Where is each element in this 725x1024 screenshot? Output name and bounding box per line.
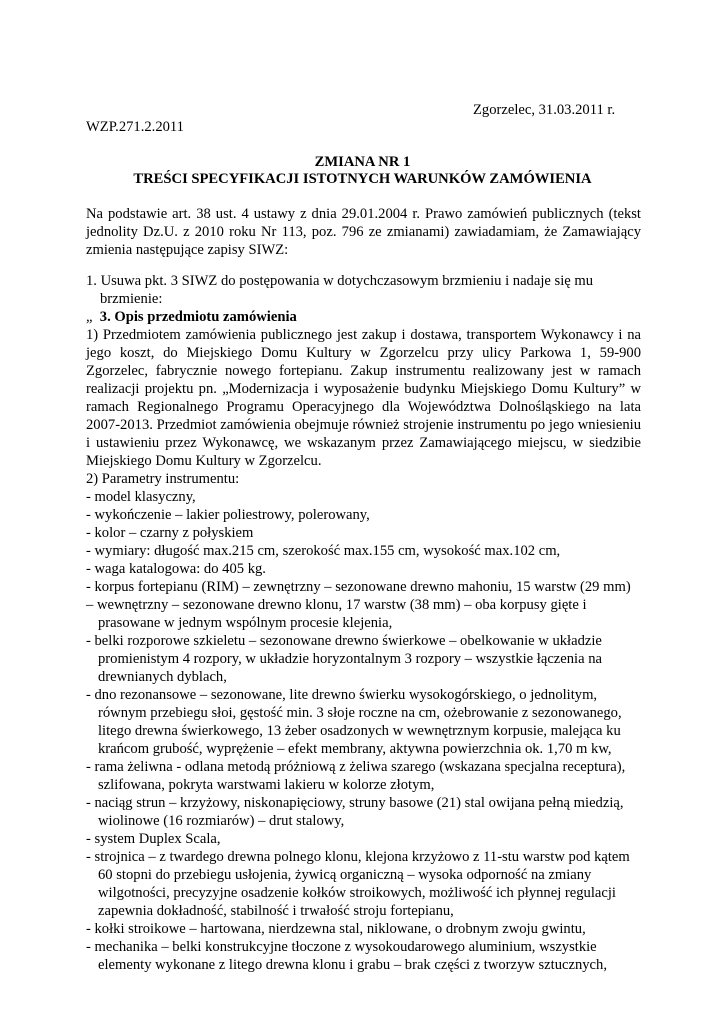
intro-paragraph <box>86 205 641 259</box>
inner-case-line-1: – wewnętrzny – sezonowane drewno klonu, 17 warstw (38 mm) – oba korpusy gięte i <box>86 597 587 613</box>
section-heading <box>86 308 641 326</box>
tuning-pins-line: - kołki stroikowe – hartowana, nierdzewna stal, niklowane, o drobnym zwoju gwintu, <box>86 921 586 937</box>
beams-line-3: drewnianych dyblach, <box>98 669 227 685</box>
item-1-line-2: brzmienie: <box>100 291 163 307</box>
document-date: Zgorzelec, 31.03.2011 r. <box>473 102 616 118</box>
param-line: - korpus fortepianu (RIM) – zewnętrzny – sezonowane drewno mahoniu, 15 warstw (29 mm) <box>86 579 631 595</box>
frame-line-2: szlifowana, pokryta warstwami lakieru w kolorze złotym, <box>98 777 435 793</box>
beams-line-1: - belki rozporowe szkieletu – sezonowane drewno świerkowe – obelkowanie w układzie <box>86 633 602 649</box>
mechanics-line-1: - mechanika – belki konstrukcyjne tłoczone z wysokoudarowego aluminium, wszystkie <box>86 939 597 955</box>
soundboard-line-4: krańcom grubość, wyprężenie – efekt membrany, aktywna powierzchnia ok. 1,70 m kw, <box>98 741 612 757</box>
param-line: - wykończenie – lakier poliestrowy, polerowany, <box>86 507 370 523</box>
param-line: - model klasyczny, <box>86 489 196 505</box>
pinblock-line-2: 60 stopni do przebiegu usłojenia, żywicą organiczną – wysoka odporność na zmiany <box>98 867 592 883</box>
pinblock-line-1: - strojnica – z twardego drewna polnego klonu, klejona krzyżowo z 11-stu warstw pod kątem <box>86 849 630 865</box>
param-line: - wymiary: długość max.215 cm, szerokość max.155 cm, wysokość max.102 cm, <box>86 543 561 559</box>
pinblock-line-3: wilgotności, precyzyjne osadzenie kołków stroikowych, możliwość ich płynnej regulacji <box>98 885 616 901</box>
soundboard-line-1: - dno rezonansowe – sezonowane, lite drewno świerku wysokogórskiego, o jednolitym, <box>86 687 598 703</box>
item-1-section <box>86 272 641 974</box>
document-title: ZMIANA NR 1 <box>314 154 411 170</box>
param-line: - waga katalogowa: do 405 kg. <box>86 561 266 577</box>
section-heading-text: 3. Opis przedmiotu zamówienia <box>99 309 297 325</box>
document-subtitle: TREŚCI SPECYFIKACJI ISTOTNYCH WARUNKÓW ZAMÓWIENIA <box>133 171 592 187</box>
strings-line-1: - naciąg strun – krzyżowy, niskonapięciowy, struny basowe (21) stal owijana pełną miedzią, <box>86 795 624 811</box>
mechanics-line-2: elementy wykonane z litego drewna klonu i grabu – brak części z tworzyw sztucznych, <box>98 957 607 973</box>
frame-line-1: - rama żeliwna - odlana metodą próżniową z żeliwa szarego (wskazana specjalna receptura), <box>86 759 626 775</box>
params-heading: 2) Parametry instrumentu: <box>86 471 240 487</box>
inner-case-line-2: prasowane w jednym wspólnym procesie klejenia, <box>98 615 393 631</box>
pinblock-line-4: zapewnia dokładność, stabilność i trwałość stroju fortepianu, <box>98 903 454 919</box>
paragraph-1: 1) Przedmiotem zamówienia publicznego jest zakup i dostawa, transportem Wykonawcy i na jego koszt, do Miejskiego Domu Kultury w Zgorzelcu przy ulicy Parkowa 1, 59-900 Zgorzelec, fabrycznie nowego fortepianu. Zakup instrumentu realizowany jest w ramach realizacji projektu pn. „Modernizacja i wyposażenie budynku Miejskiego Domu Kultury” w ramach Regionalnego Programu Operacyjnego dla Województwa Dolnośląskiego na lata 2007-2013. Przedmiot zamówienia obejmuje również strojenie instrumentu po jego wniesieniu i ustawieniu przez Wykonawcę, we wskazanym przez Zamawiającego miejscu, w siedzibie Miejskiego Domu Kultury w Zgorzelcu. <box>86 327 641 469</box>
item-1-line-1: 1. Usuwa pkt. 3 SIWZ do postępowania w dotychczasowym brzmieniu i nadaje się mu <box>86 273 594 289</box>
intro-text: Na podstawie art. 38 ust. 4 ustawy z dnia 29.01.2004 r. Prawo zamówień publicznych (tekst jednolity Dz.U. z 2010 roku Nr 113, poz. 796 ze zmianami) zawiadamiam, że Zamawiający zmienia następujące zapisy SIWZ: <box>86 206 641 258</box>
reference-number: WZP.271.2.2011 <box>86 119 184 135</box>
soundboard-line-3: litego drewna świerkowego, 13 żeber osadzonych w wewnętrznym korpusie, malejąca ku <box>98 723 621 739</box>
strings-line-2: wiolinowe (16 rozmiarów) – drut stalowy, <box>98 813 345 829</box>
duplex-line: - system Duplex Scala, <box>86 831 221 847</box>
param-line: - kolor – czarny z połyskiem <box>86 525 254 541</box>
beams-line-2: promienistym 4 rozpory, w układzie horyzontalnym 3 rozpory – wszystkie łączenia na <box>98 651 603 667</box>
quote-mark: „ <box>86 309 100 325</box>
soundboard-line-2: równym przebiegu słoi, gęstość min. 3 słoje roczne na cm, ożebrowanie z sezonowanego, <box>98 705 622 721</box>
